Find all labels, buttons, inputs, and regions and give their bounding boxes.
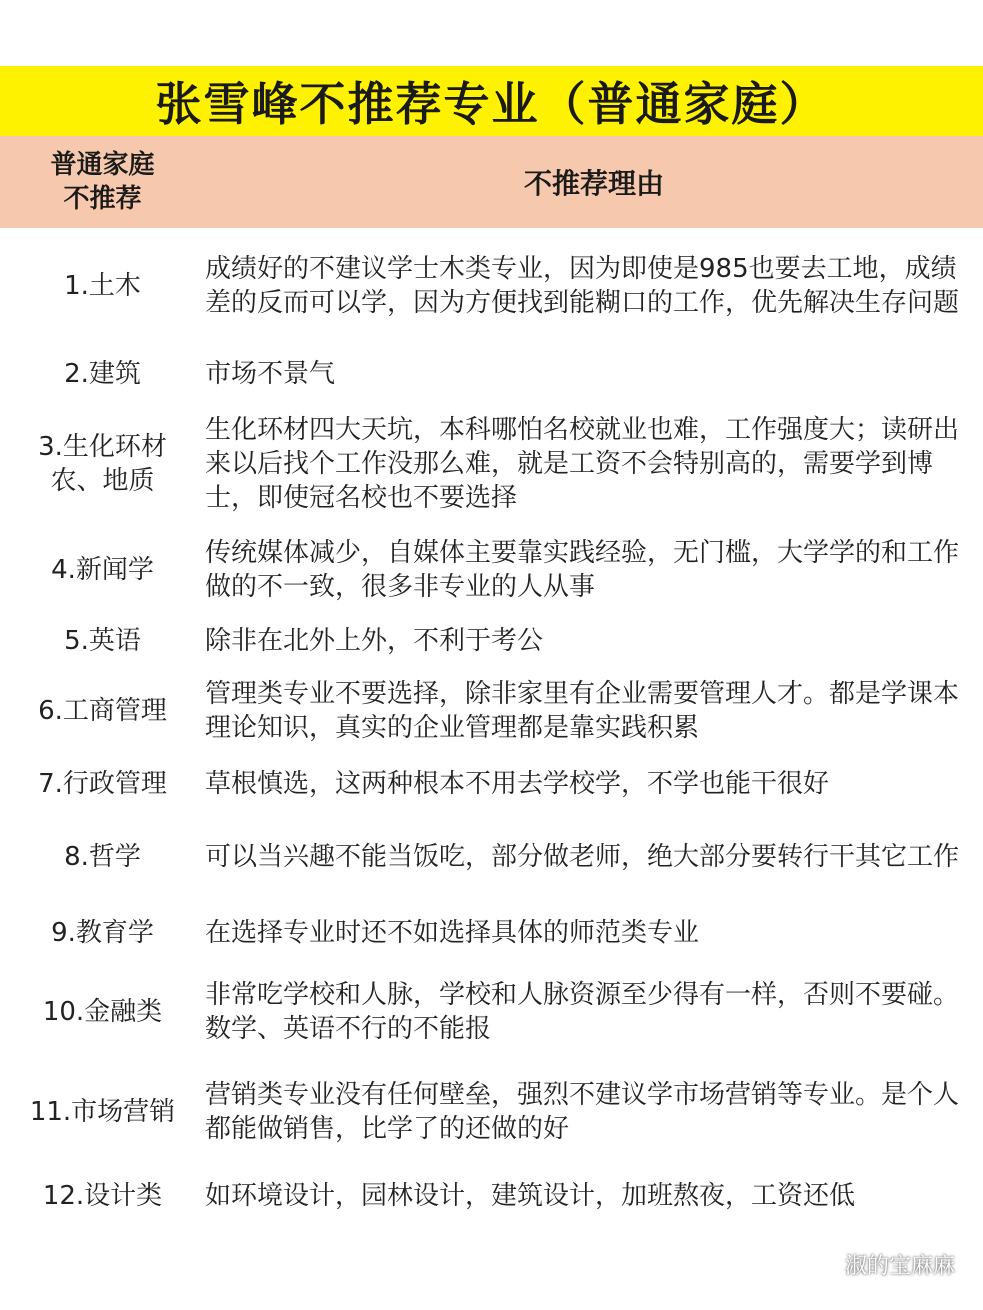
major-reason: 成绩好的不建议学士木类专业，因为即使是985也要去工地，成绩差的反而可以学，因为方便找到能糊口的工作，优先解决生存问题	[205, 254, 960, 318]
major-name: 12.设计类	[42, 1181, 163, 1211]
watermark	[803, 1249, 955, 1280]
major-reason: 除非在北外上外，不利于考公	[205, 626, 544, 656]
wechat-icon	[803, 1251, 837, 1279]
table-row	[0, 228, 983, 344]
table-row	[0, 404, 983, 524]
table-row	[0, 902, 983, 964]
major-name: 8.哲学	[64, 842, 141, 872]
header-major: 普通家庭 不推荐	[50, 150, 155, 214]
major-name: 3.生化环材 农、地质	[38, 432, 167, 496]
major-name: 5.英语	[64, 626, 141, 656]
major-reason: 生化环材四大天坑，本科哪怕名校就业也难，工作强度大；读研出来以后找个工作没那么难，就是工资不会特别高的，需要学到博士，即使冠名校也不要选择	[205, 415, 960, 513]
table-row	[0, 616, 983, 666]
major-name: 2.建筑	[64, 359, 141, 389]
major-reason: 可以当兴趣不能当饭吃，部分做老师，绝大部分要转行干其它工作	[205, 842, 960, 872]
table-row	[0, 344, 983, 404]
table-row	[0, 1164, 983, 1228]
title-bar	[0, 66, 983, 136]
major-reason: 草根慎选，这两种根本不用去学校学，不学也能干很好	[205, 769, 830, 799]
major-reason: 营销类专业没有任何壁垒，强烈不建议学市场营销等专业。是个人都能做销售，比学了的还做的好	[205, 1080, 960, 1144]
major-reason: 非常吃学校和人脉，学校和人脉资源至少得有一样，否则不要碰。数学、英语不行的不能报	[205, 980, 960, 1044]
major-name: 9.教育学	[51, 918, 154, 948]
major-name: 1.土木	[64, 271, 141, 301]
major-name: 10.金融类	[42, 997, 163, 1027]
major-name: 4.新闻学	[51, 555, 154, 585]
table-body	[0, 228, 983, 1228]
major-reason: 在选择专业时还不如选择具体的师范类专业	[205, 918, 700, 948]
watermark-text: 淑的宝麻麻	[844, 1254, 955, 1279]
header-reason: 不推荐理由	[523, 167, 664, 200]
table-row	[0, 812, 983, 902]
table-header	[0, 136, 983, 228]
major-reason: 管理类专业不要选择，除非家里有企业需要管理人才。都是学课本理论知识，真实的企业管理都是靠实践积累	[205, 679, 960, 743]
table-row	[0, 756, 983, 812]
page-title: 张雪峰不推荐专业（普通家庭）	[155, 77, 828, 131]
major-name: 6.工商管理	[38, 696, 167, 726]
major-reason: 市场不景气	[205, 359, 336, 389]
table-row	[0, 1060, 983, 1164]
table-row	[0, 964, 983, 1060]
major-name: 7.行政管理	[38, 769, 167, 799]
major-reason: 如环境设计，园林设计，建筑设计，加班熬夜，工资还低	[205, 1181, 856, 1211]
table-row	[0, 524, 983, 616]
major-reason: 传统媒体减少，自媒体主要靠实践经验，无门槛，大学学的和工作做的不一致，很多非专业的人从事	[205, 538, 960, 602]
major-name: 11.市场营销	[29, 1097, 176, 1127]
table-row	[0, 666, 983, 756]
